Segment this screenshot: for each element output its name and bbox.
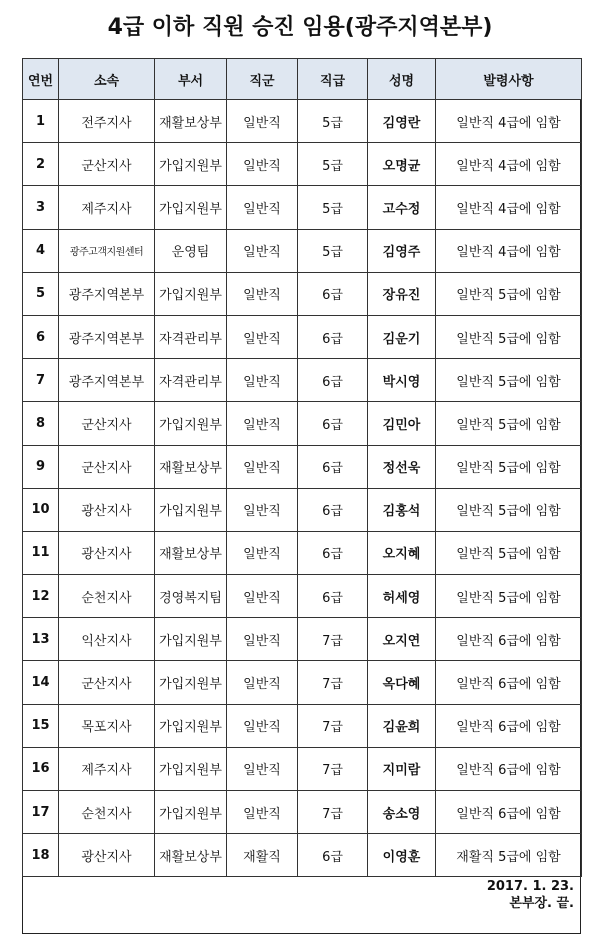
cell-grade: 6급 [298,402,368,445]
cell-grade: 6급 [298,834,368,877]
footer-signoff: 본부장. 끝. [509,896,574,911]
cell-department: 운영팀 [155,229,227,272]
header-department: 부서 [155,59,227,100]
cell-no: 13 [23,618,59,661]
cell-job-group: 일반직 [227,186,298,229]
cell-appointment: 일반직 5급에 임함 [436,575,582,618]
cell-grade: 6급 [298,531,368,574]
cell-grade: 7급 [298,791,368,834]
promotion-table [22,58,582,877]
cell-affiliation: 전주지사 [59,100,155,143]
cell-no: 1 [23,100,59,143]
cell-department: 가입지원부 [155,747,227,790]
cell-appointment: 일반직 6급에 임함 [436,704,582,747]
cell-affiliation: 광주지역본부 [59,272,155,315]
cell-grade: 5급 [298,143,368,186]
cell-affiliation: 광주지역본부 [59,315,155,358]
cell-department: 재활보상부 [155,100,227,143]
cell-affiliation: 제주지사 [59,186,155,229]
cell-no: 12 [23,575,59,618]
cell-name: 옥다혜 [368,661,436,704]
cell-appointment: 일반직 5급에 임함 [436,315,582,358]
cell-department: 경영복지팀 [155,575,227,618]
cell-no: 17 [23,791,59,834]
cell-name: 김민아 [368,402,436,445]
table-row [23,704,582,747]
cell-appointment: 일반직 6급에 임함 [436,661,582,704]
cell-grade: 6급 [298,575,368,618]
cell-name: 김영주 [368,229,436,272]
cell-grade: 6급 [298,272,368,315]
cell-appointment: 일반직 5급에 임함 [436,531,582,574]
cell-no: 16 [23,747,59,790]
cell-no: 6 [23,315,59,358]
cell-grade: 7급 [298,618,368,661]
cell-affiliation: 군산지사 [59,445,155,488]
cell-job-group: 일반직 [227,704,298,747]
cell-job-group: 일반직 [227,575,298,618]
cell-name: 박시영 [368,359,436,402]
table-row [23,143,582,186]
table-row [23,618,582,661]
header-name: 성명 [368,59,436,100]
table-row [23,186,582,229]
cell-no: 3 [23,186,59,229]
cell-name: 허세영 [368,575,436,618]
header-no: 연번 [23,59,59,100]
cell-name: 김윤희 [368,704,436,747]
cell-job-group: 일반직 [227,791,298,834]
cell-affiliation: 제주지사 [59,747,155,790]
table-row [23,747,582,790]
table-row [23,575,582,618]
cell-name: 오지연 [368,618,436,661]
cell-appointment: 일반직 6급에 임함 [436,747,582,790]
cell-no: 14 [23,661,59,704]
cell-grade: 6급 [298,315,368,358]
cell-grade: 5급 [298,100,368,143]
cell-grade: 5급 [298,229,368,272]
document-title: 4급 이하 직원 승진 임용(광주지역본부) [107,15,493,40]
table-header-row [23,59,582,100]
header-grade: 직급 [298,59,368,100]
table-row [23,531,582,574]
cell-name: 송소영 [368,791,436,834]
cell-name: 김운기 [368,315,436,358]
cell-appointment: 일반직 4급에 임함 [436,186,582,229]
cell-job-group: 일반직 [227,229,298,272]
cell-affiliation: 순천지사 [59,575,155,618]
cell-appointment: 일반직 6급에 임함 [436,791,582,834]
cell-affiliation: 광산지사 [59,488,155,531]
cell-department: 가입지원부 [155,186,227,229]
cell-affiliation: 목포지사 [59,704,155,747]
table-row [23,445,582,488]
cell-name: 정선욱 [368,445,436,488]
cell-job-group: 일반직 [227,100,298,143]
cell-job-group: 일반직 [227,618,298,661]
table-row [23,359,582,402]
table-row [23,100,582,143]
cell-no: 9 [23,445,59,488]
table-row [23,315,582,358]
table-row [23,834,582,877]
cell-job-group: 일반직 [227,272,298,315]
cell-department: 가입지원부 [155,488,227,531]
cell-no: 5 [23,272,59,315]
cell-department: 자격관리부 [155,359,227,402]
cell-no: 7 [23,359,59,402]
cell-job-group: 일반직 [227,315,298,358]
footer-date: 2017. 1. 23. [486,879,574,894]
cell-no: 15 [23,704,59,747]
cell-job-group: 재활직 [227,834,298,877]
cell-grade: 7급 [298,747,368,790]
cell-name: 장유진 [368,272,436,315]
cell-name: 고수정 [368,186,436,229]
cell-name: 오명균 [368,143,436,186]
cell-no: 18 [23,834,59,877]
cell-job-group: 일반직 [227,143,298,186]
header-job-group: 직군 [227,59,298,100]
cell-affiliation: 광주고객지원센터 [59,229,155,272]
cell-appointment: 일반직 4급에 임함 [436,100,582,143]
cell-appointment: 일반직 4급에 임함 [436,143,582,186]
cell-affiliation: 순천지사 [59,791,155,834]
cell-grade: 7급 [298,704,368,747]
cell-department: 재활보상부 [155,445,227,488]
cell-job-group: 일반직 [227,531,298,574]
cell-name: 김홍석 [368,488,436,531]
cell-appointment: 재활직 5급에 임함 [436,834,582,877]
cell-job-group: 일반직 [227,488,298,531]
cell-appointment: 일반직 5급에 임함 [436,402,582,445]
cell-grade: 6급 [298,488,368,531]
cell-appointment: 일반직 4급에 임함 [436,229,582,272]
cell-affiliation: 익산지사 [59,618,155,661]
cell-department: 재활보상부 [155,834,227,877]
cell-no: 4 [23,229,59,272]
cell-affiliation: 군산지사 [59,402,155,445]
cell-appointment: 일반직 5급에 임함 [436,272,582,315]
cell-department: 가입지원부 [155,402,227,445]
cell-department: 자격관리부 [155,315,227,358]
table-row [23,488,582,531]
cell-grade: 5급 [298,186,368,229]
cell-name: 오지혜 [368,531,436,574]
cell-job-group: 일반직 [227,747,298,790]
cell-department: 가입지원부 [155,143,227,186]
cell-no: 11 [23,531,59,574]
cell-grade: 6급 [298,445,368,488]
table-body [23,100,582,877]
cell-job-group: 일반직 [227,359,298,402]
cell-job-group: 일반직 [227,402,298,445]
footer [487,878,574,912]
cell-name: 이영훈 [368,834,436,877]
cell-no: 8 [23,402,59,445]
cell-department: 가입지원부 [155,618,227,661]
cell-name: 지미람 [368,747,436,790]
cell-department: 가입지원부 [155,704,227,747]
cell-grade: 7급 [298,661,368,704]
table-row [23,402,582,445]
cell-affiliation: 군산지사 [59,661,155,704]
cell-department: 가입지원부 [155,791,227,834]
cell-department: 가입지원부 [155,661,227,704]
cell-affiliation: 광주지역본부 [59,359,155,402]
table-row [23,272,582,315]
cell-department: 가입지원부 [155,272,227,315]
cell-affiliation: 광산지사 [59,834,155,877]
table-row [23,661,582,704]
cell-appointment: 일반직 5급에 임함 [436,359,582,402]
cell-job-group: 일반직 [227,661,298,704]
cell-no: 10 [23,488,59,531]
table-row [23,229,582,272]
cell-job-group: 일반직 [227,445,298,488]
cell-name: 김영란 [368,100,436,143]
header-affiliation: 소속 [59,59,155,100]
cell-affiliation: 군산지사 [59,143,155,186]
table-row [23,791,582,834]
cell-appointment: 일반직 5급에 임함 [436,445,582,488]
cell-no: 2 [23,143,59,186]
cell-appointment: 일반직 6급에 임함 [436,618,582,661]
cell-grade: 6급 [298,359,368,402]
header-appointment: 발령사항 [436,59,582,100]
cell-appointment: 일반직 5급에 임함 [436,488,582,531]
cell-affiliation: 광산지사 [59,531,155,574]
cell-department: 재활보상부 [155,531,227,574]
